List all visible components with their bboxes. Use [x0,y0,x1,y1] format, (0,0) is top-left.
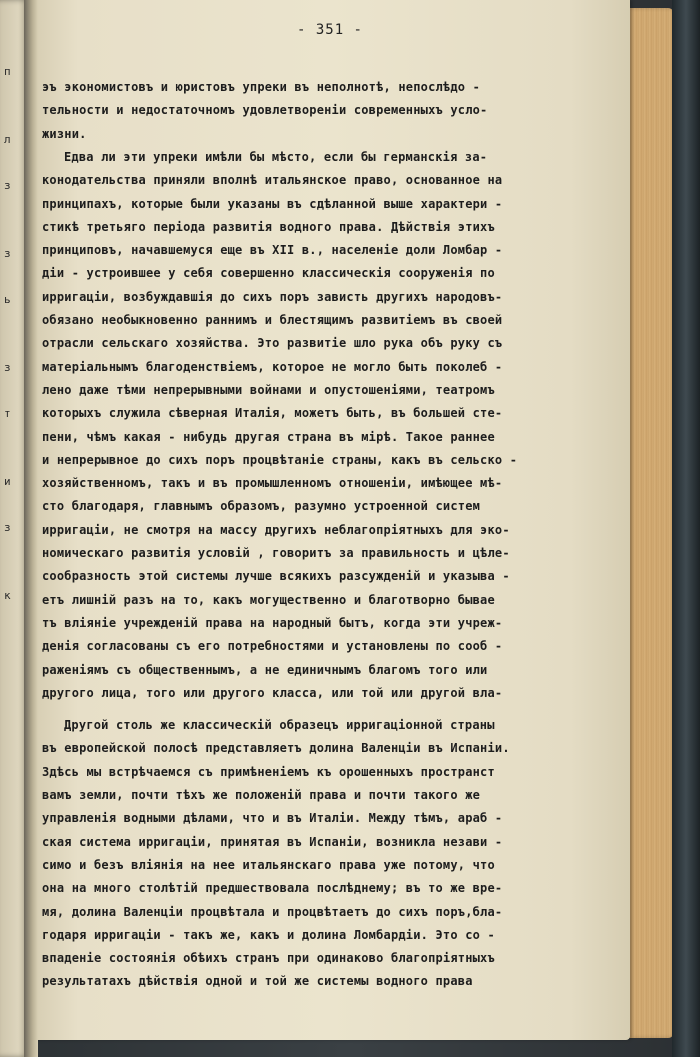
left-page-fragment: з [4,521,11,534]
page-number: - 351 - [296,22,363,38]
text-line: годаря ирригаціи - такъ же, какъ и долина Ломбардіи. Это со - [42,927,495,942]
book-cover [672,0,700,1057]
text-line: вамъ земли, почти тѣхъ же положеній права и почти такого же [42,788,481,802]
text-line: денія согласованы съ его потребностями и установлены по сооб - [42,639,503,654]
text-line: которыхъ служила сѣверная Италія, можетъ быть, въ большей сте- [42,406,503,421]
text-line: ирригаціи, не смотря на массу другихъ неблагопріятныхъ для эко- [42,522,510,537]
left-page-fragment: т [4,407,11,420]
text-line: ирригаціи, возбуждавшія до сихъ поръ зависть другихъ народовъ- [42,289,503,304]
text-line: впаденіе состоянія обѣихъ странъ при одинаково благопріятныхъ [42,951,495,966]
text-line: раженіямъ съ общественнымъ, а не единичнымъ благомъ того или [42,662,488,677]
text-line: принципахъ, которые были указаны въ сдѣланной выше характери - [42,196,503,211]
text-line: Здѣсь мы встрѣчаемся съ примѣненіемъ къ орошенныхъ пространст [42,764,495,779]
left-page-fragment: п [4,65,11,78]
left-page-fragment: и [4,475,11,488]
text-line: въ европейской полосѣ представляетъ долина Валенціи въ Испаніи. [42,741,510,756]
text-line: етъ лишній разъ на то, какъ могущественно и благотворно бывае [42,592,495,607]
text-line: другого лица, того или другого класса, или той или другой вла- [42,685,503,700]
left-page-fragment: к [4,589,11,602]
text-line: тельности и недостаточномъ удовлетвореніи современныхъ усло- [42,103,488,118]
text-line: матеріальнымъ благоденствіемъ, которое не могло быть поколеб - [42,359,503,374]
text-line: отрасли сельскаго хозяйства. Это развитіе шло рука объ руку съ [42,336,503,351]
right-page [30,0,630,1040]
text-line: мя, долина Валенціи процвѣтала и процвѣтаетъ до сихъ поръ,бла- [42,904,503,919]
text-line: хозяйственномъ, такъ и въ промышленномъ отношеніи, имѣющее мѣ- [42,476,503,491]
left-page-fragment: з [4,247,11,260]
text-line: принциповъ, начавшемуся еще въ XII в., населеніе доли Ломбар - [42,243,503,258]
text-line: пени, чѣмъ какая - нибудь другая страна въ мірѣ. Такое раннее [42,429,495,444]
left-page-fragment: ь [4,293,11,306]
text-line: сообразность этой системы лучше всякихъ разсужденій и указыва - [42,569,510,584]
text-line: и непрерывное до сихъ поръ процвѣтаніе страны, какъ въ сельско - [42,452,518,467]
left-page-fragment: з [4,179,11,192]
text-line: Едва ли эти упреки имѣли бы мѣсто, если бы германскія за- [64,149,488,164]
text-line: ская система ирригаціи, принятая въ Испаніи, возникла незави - [42,834,503,849]
text-line: конодательства приняли вполнѣ итальянское право, основанное на [42,173,503,188]
text-line: жизни. [42,126,87,141]
text-line: Другой столь же классическій образецъ ирригаціонной страны [64,718,495,733]
text-line: лено даже тѣми непрерывными войнами и опустошеніями, театромъ [42,382,495,397]
text-line: обязано необыкновенно раннимъ и блестящимъ развитіемъ въ своей [42,313,503,327]
text-line: симо и безъ вліянія на нее итальянскаго права уже потому, что [42,857,495,872]
text-line: тъ вліяніе учрежденій права на народный бытъ, когда эти учреж- [42,615,503,630]
text-line: она на много столѣтій предшествовала послѣднему; въ то же вре- [42,881,503,896]
text-line: номическаго развитія условій , говоритъ за правильность и цѣле- [42,546,510,560]
book-gutter [24,0,38,1057]
text-line: стикѣ третьяго періода развитія водного права. Дѣйствія этихъ [42,219,495,234]
left-page-fragment: з [4,361,11,374]
left-page-fragment: л [4,133,11,146]
text-line: управленія водными дѣлами, что и въ Италіи. Между тѣмъ, араб - [42,811,503,826]
left-page-fragments [4,60,26,630]
text-line: эъ экономистовъ и юристовъ упреки въ неполнотѣ, непослѣдо - [42,80,481,94]
text-line: діи - устроившее у себя совершенно классическія сооруженія по [42,266,495,281]
text-line: результатахъ дѣйствія одной и той же системы водного права [42,974,473,989]
text-line: сто благодаря, главнымъ образомъ, разумно устроенной систем [42,499,481,514]
